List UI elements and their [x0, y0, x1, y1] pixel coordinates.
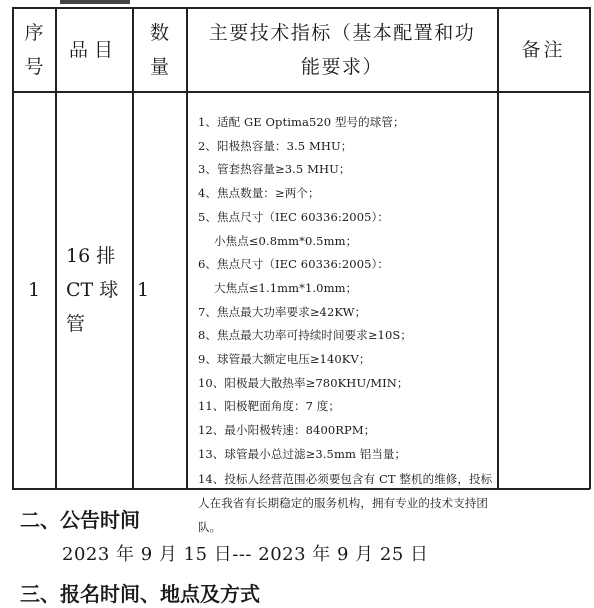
section-3-heading: 三、报名时间、地点及方式	[20, 582, 260, 606]
requirement-item: 大焦点≤1.1mm*1.0mm；	[214, 280, 358, 295]
header-remarks-label: 备注	[521, 38, 566, 61]
header-remarks	[498, 8, 589, 91]
row-item-line-3: 管	[66, 313, 86, 335]
requirement-item: 6、焦点尺寸（IEC 60336:2005）：	[198, 257, 389, 272]
requirement-item: 8、焦点最大功率可持续时间要求≥10S；	[198, 328, 412, 343]
header-qty	[133, 8, 186, 91]
header-specs-line-2: 能要求）	[300, 55, 383, 78]
row-index-value: 1	[27, 279, 41, 301]
requirement-item: 5、焦点尺寸（IEC 60336:2005）：	[198, 209, 389, 224]
row-item	[56, 92, 132, 488]
row-index	[13, 92, 55, 488]
requirement-item: 11、阳极靶面角度：7 度；	[198, 399, 341, 414]
requirement-item: 7、焦点最大功率要求≥42KW；	[198, 304, 367, 319]
header-qty-line-1: 数	[149, 21, 169, 44]
section-2-heading: 二、公告时间	[20, 508, 140, 532]
requirement-item: 4、焦点数量：≥两个；	[198, 186, 320, 201]
row-item-line-2: CT 球	[66, 279, 119, 301]
requirement-item: 14、投标人经营范围必须要包含有 CT 整机的维修，投标人在我省有长期稳定的服务机构，拥有专业的技术支持团队。	[198, 471, 493, 534]
header-specs-line-1: 主要技术指标（基本配置和功	[208, 21, 476, 44]
requirement-item: 小焦点≤0.8mm*0.5mm；	[214, 233, 358, 248]
requirement-item: 3、管套热容量≥3.5 MHU；	[198, 162, 351, 177]
requirements-list	[198, 111, 498, 539]
requirement-item: 2、阳极热容量：3.5 MHU；	[198, 138, 353, 153]
requirement-item: 12、最小阳极转速：8400RPM；	[198, 423, 376, 438]
requirement-item: 9、球管最大额定电压≥140KV；	[198, 352, 371, 367]
row-remarks	[498, 92, 589, 488]
row-qty-value: 1	[137, 279, 150, 301]
header-index	[13, 8, 55, 91]
row-item-line-1: 16 排	[66, 245, 116, 267]
header-index-line-1: 序	[24, 21, 44, 44]
requirement-item: 13、球管最小总过滤≥3.5mm 铝当量；	[198, 446, 407, 461]
table-border-right	[589, 7, 591, 489]
announcement-dates: 2023 年 9 月 15 日--- 2023 年 9 月 25 日	[62, 544, 429, 565]
header-index-line-2: 号	[24, 55, 44, 78]
cut-off-text-fragment	[60, 0, 130, 4]
header-item	[56, 8, 132, 91]
row-qty	[133, 92, 186, 488]
requirement-item: 10、阳极最大散热率≥780KHU/MIN；	[198, 375, 409, 390]
header-specs	[187, 8, 497, 91]
requirement-item: 1、适配 GE Optima520 型号的球管；	[198, 115, 405, 129]
header-qty-line-2: 量	[149, 55, 169, 78]
header-item-label: 品目	[68, 38, 119, 61]
